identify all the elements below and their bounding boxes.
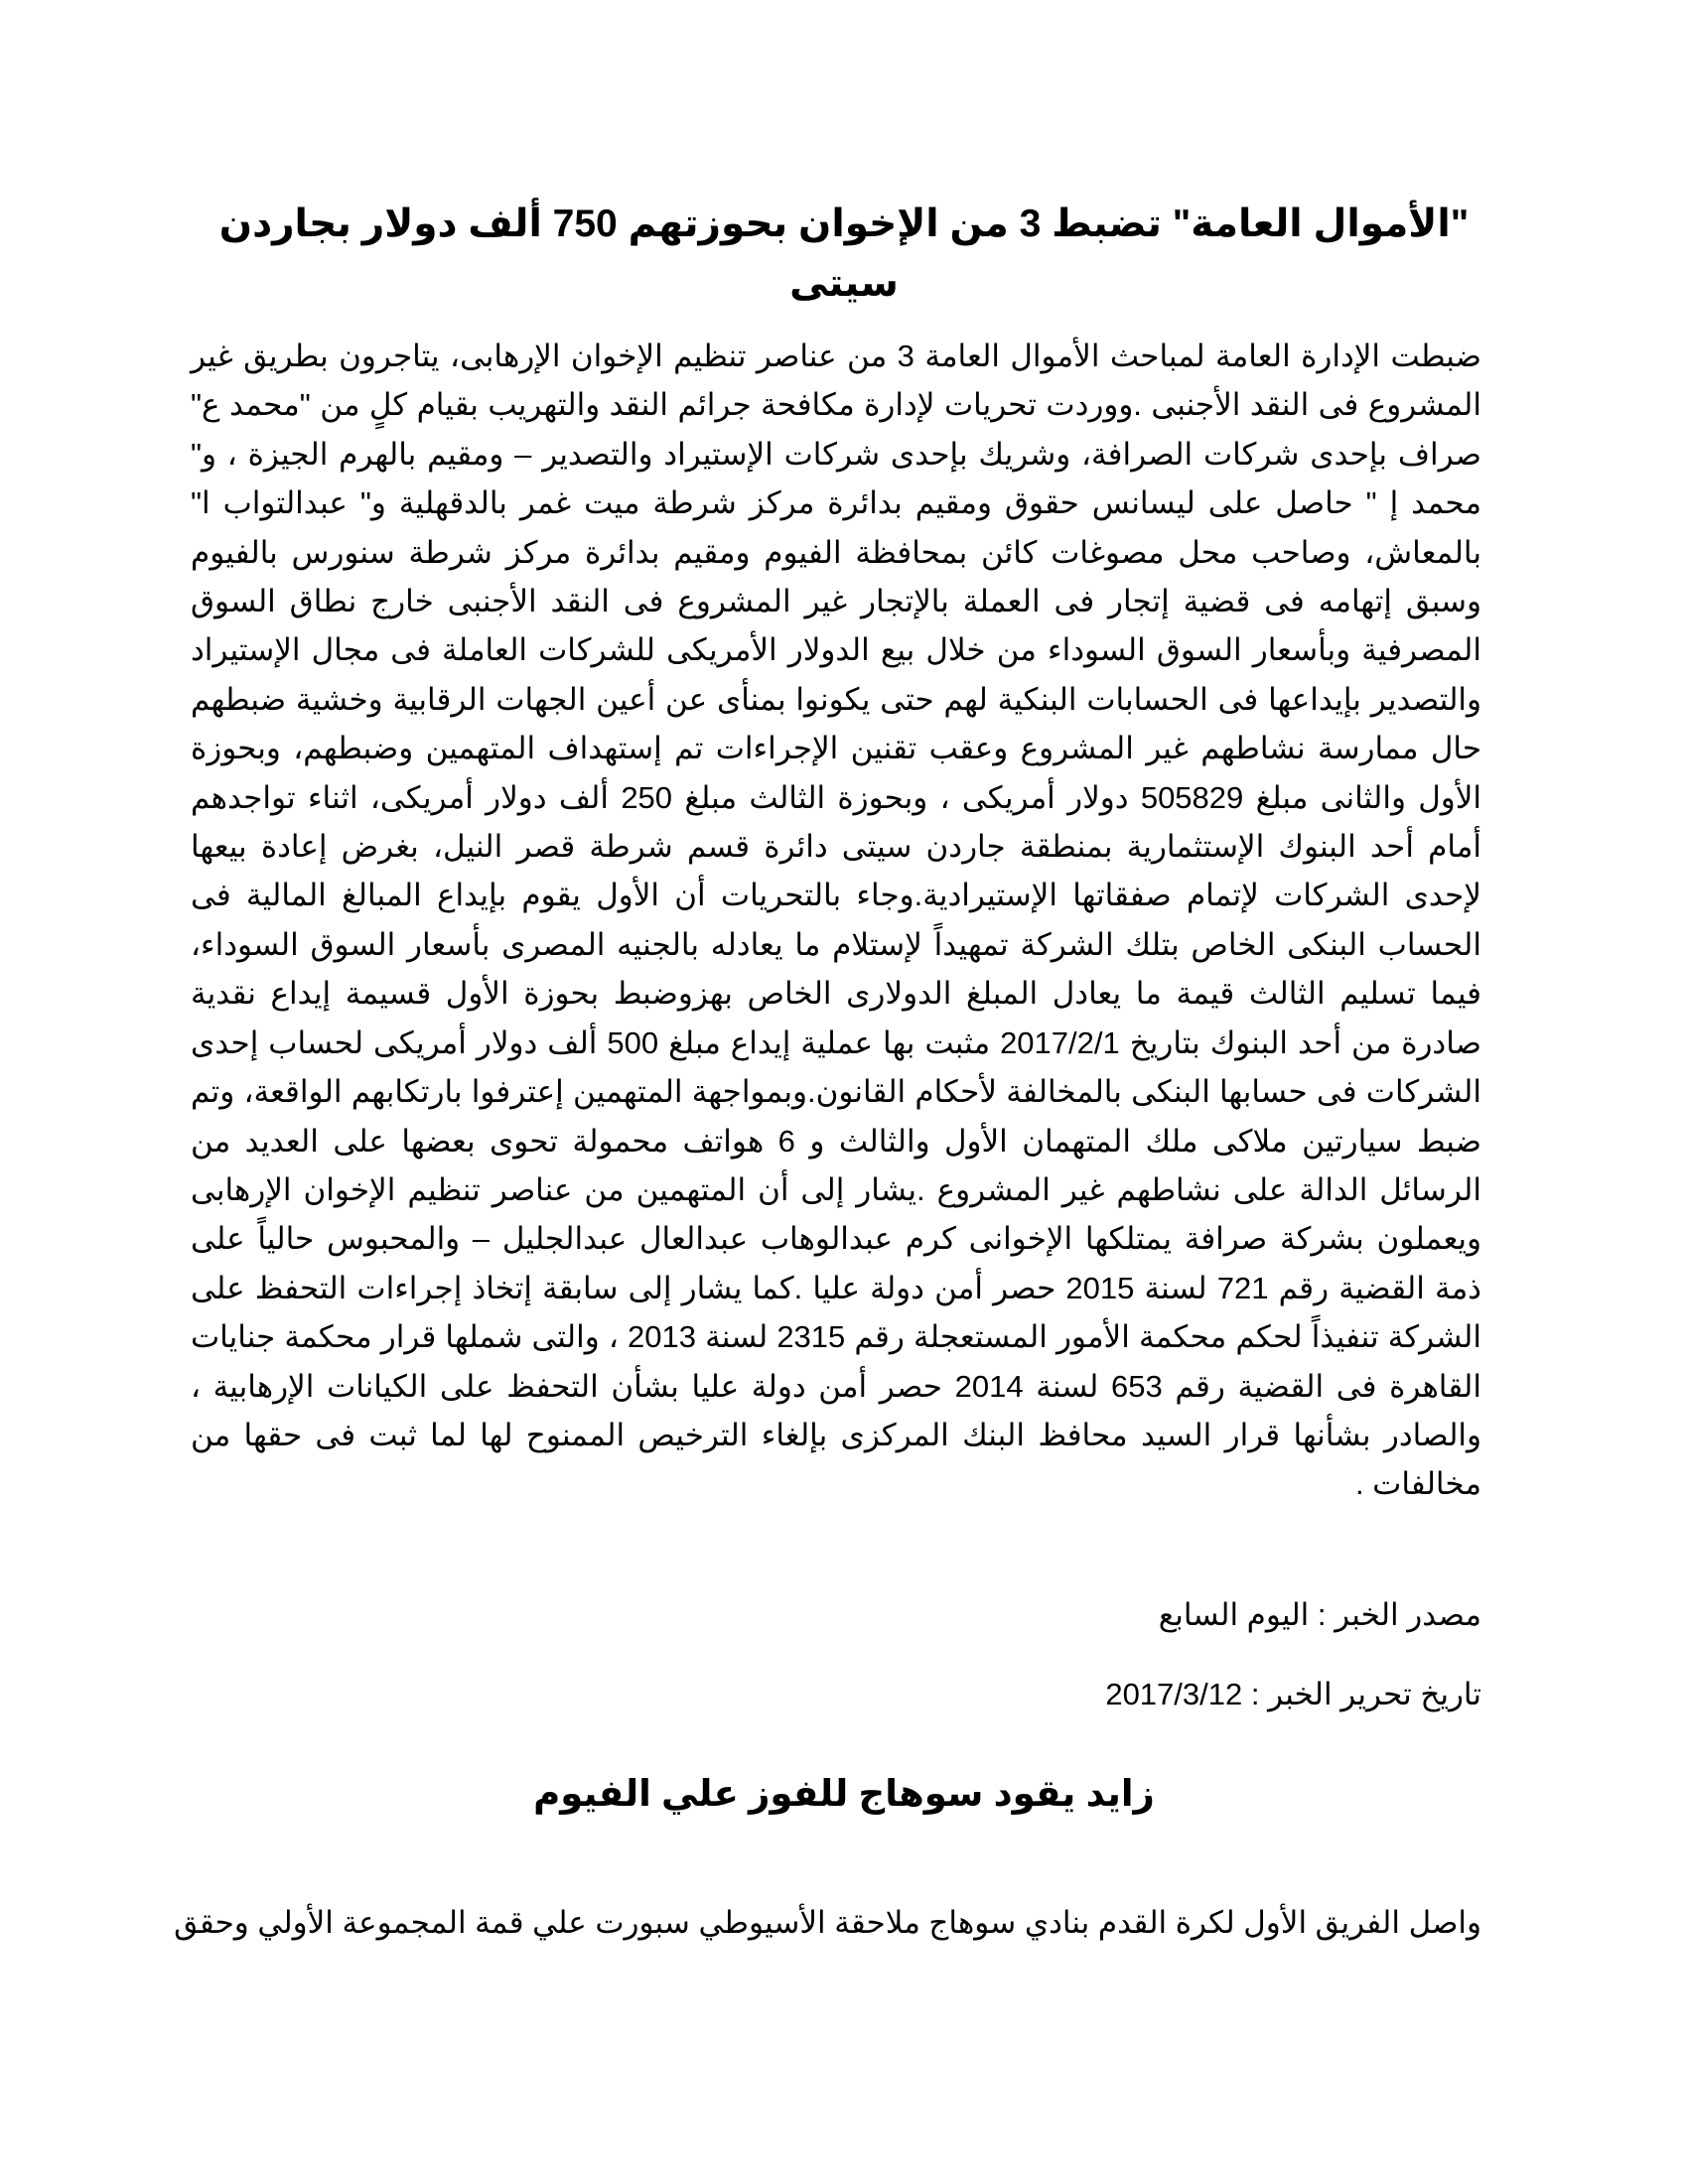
article-body: ضبطت الإدارة العامة لمباحث الأموال العامة 3 من عناصر تنظيم الإخوان الإرهابى، يتاجرون بطريق غير المشروع فى النقد الأجنبى .ووردت تحريات لإدارة مكافحة جرائم النقد والتهريب بقيام كلٍ من "محمد ع" صراف بإحدى شركات الصرافة، وشريك بإحدى شركات الإستيراد والتصدير – ومقيم بالهرم الجيزة ، و" محمد إ " حاصل على ليسانس حقوق ومقيم بدائرة مركز شرطة ميت غمر بالدقهلية و" عبدالتواب ا" بالمعاش، وصاحب محل مصوغات كائن بمحافظة الفيوم ومقيم بدائرة مركز شرطة سنورس بالفيوم وسبق إتهامه فى قضية إتجار فى العملة بالإتجار غير المشروع فى النقد الأجنبى خارج نطاق السوق المصرفية وبأسعار السوق السوداء من خلال بيع الدولار الأمريكى للشركات العاملة فى مجال الإستيراد والتصدير بإيداعها فى الحسابات البنكية لهم حتى يكونوا بمنأى عن أعين الجهات الرقابية وخشية ضبطهم حال ممارسة نشاطهم غير المشروع وعقب تقنين الإجراءات تم إستهداف المتهمين وضبطهم، وبحوزة الأول والثانى مبلغ 505829 دولار أمريكى ، وبحوزة الثالث مبلغ 250 ألف دولار أمريكى، اثناء تواجدهم أمام أحد البنوك الإستثمارية بمنطقة جاردن سيتى دائرة قسم شرطة قصر النيل، بغرض إعادة بيعها لإحدى الشركات لإتمام صفقاتها الإستيرادية.وجاء بالتحريات أن الأول يقوم بإيداع المبالغ المالية فى الحساب البنكى الخاص بتلك الشركة تمهيداً لإستلام ما يعادله بالجنيه المصرى بأسعار السوق السوداء، فيما تسليم الثالث قيمة ما يعادل المبلغ الدولارى الخاص بهزوضبط بحوزة الأول قسيمة إيداع نقدية صادرة من أحد البنوك بتاريخ 2017/2/1 مثبت بها عملية إيداع مبلغ 500 ألف دولار أمريكى لحساب إحدى الشركات فى حسابها البنكى بالمخالفة لأحكام القانون.وبمواجهة المتهمين إعترفوا بارتكابهم الواقعة، وتم ضبط سيارتين ملاكى ملك المتهمان الأول والثالث و 6 هواتف محمولة تحوى بعضها على العديد من الرسائل الدالة على نشاطهم غير المشروع .يشار إلى أن المتهمين من عناصر تنظيم الإخوان الإرهابى ويعملون بشركة صرافة يمتلكها الإخوانى كرم عبدالوهاب عبدالعال عبدالجليل – والمحبوس حالياً على ذمة القضية رقم 721 لسنة 2015 حصر أمن دولة عليا .كما يشار إلى سابقة إتخاذ إجراءات التحفظ على الشركة تنفيذاً لحكم محكمة الأمور المستعجلة رقم 2315 لسنة 2013 ، والتى شملها قرار محكمة جنايات القاهرة فى القضية رقم 653 لسنة 2014 حصر أمن دولة عليا بشأن التحفظ على الكيانات الإرهابية ، والصادر بشأنها قرار السيد محافظ البنك المركزى بإلغاء الترخيص الممنوح لها لما ثبت فى حقها من مخالفات . [191, 339, 1481, 1502]
second-article-title: زايد يقود سوهاج للفوز علي الفيوم [533, 1773, 1155, 1814]
news-source-line: مصدر الخبر : اليوم السابع [1158, 1597, 1481, 1632]
second-article-body: واصل الفريق الأول لكرة القدم بنادي سوهاج ملاحقة الأسيوطي سبورت علي قمة المجموعة الأولي وحقق [174, 1905, 1481, 1940]
news-date-line: تاريخ تحرير الخبر : 2017/3/12 [1105, 1677, 1481, 1711]
article-title: "الأموال العامة" تضبط 3 من الإخوان بحوزتهم 750 ألف دولار بجاردن سيتى [218, 203, 1470, 305]
